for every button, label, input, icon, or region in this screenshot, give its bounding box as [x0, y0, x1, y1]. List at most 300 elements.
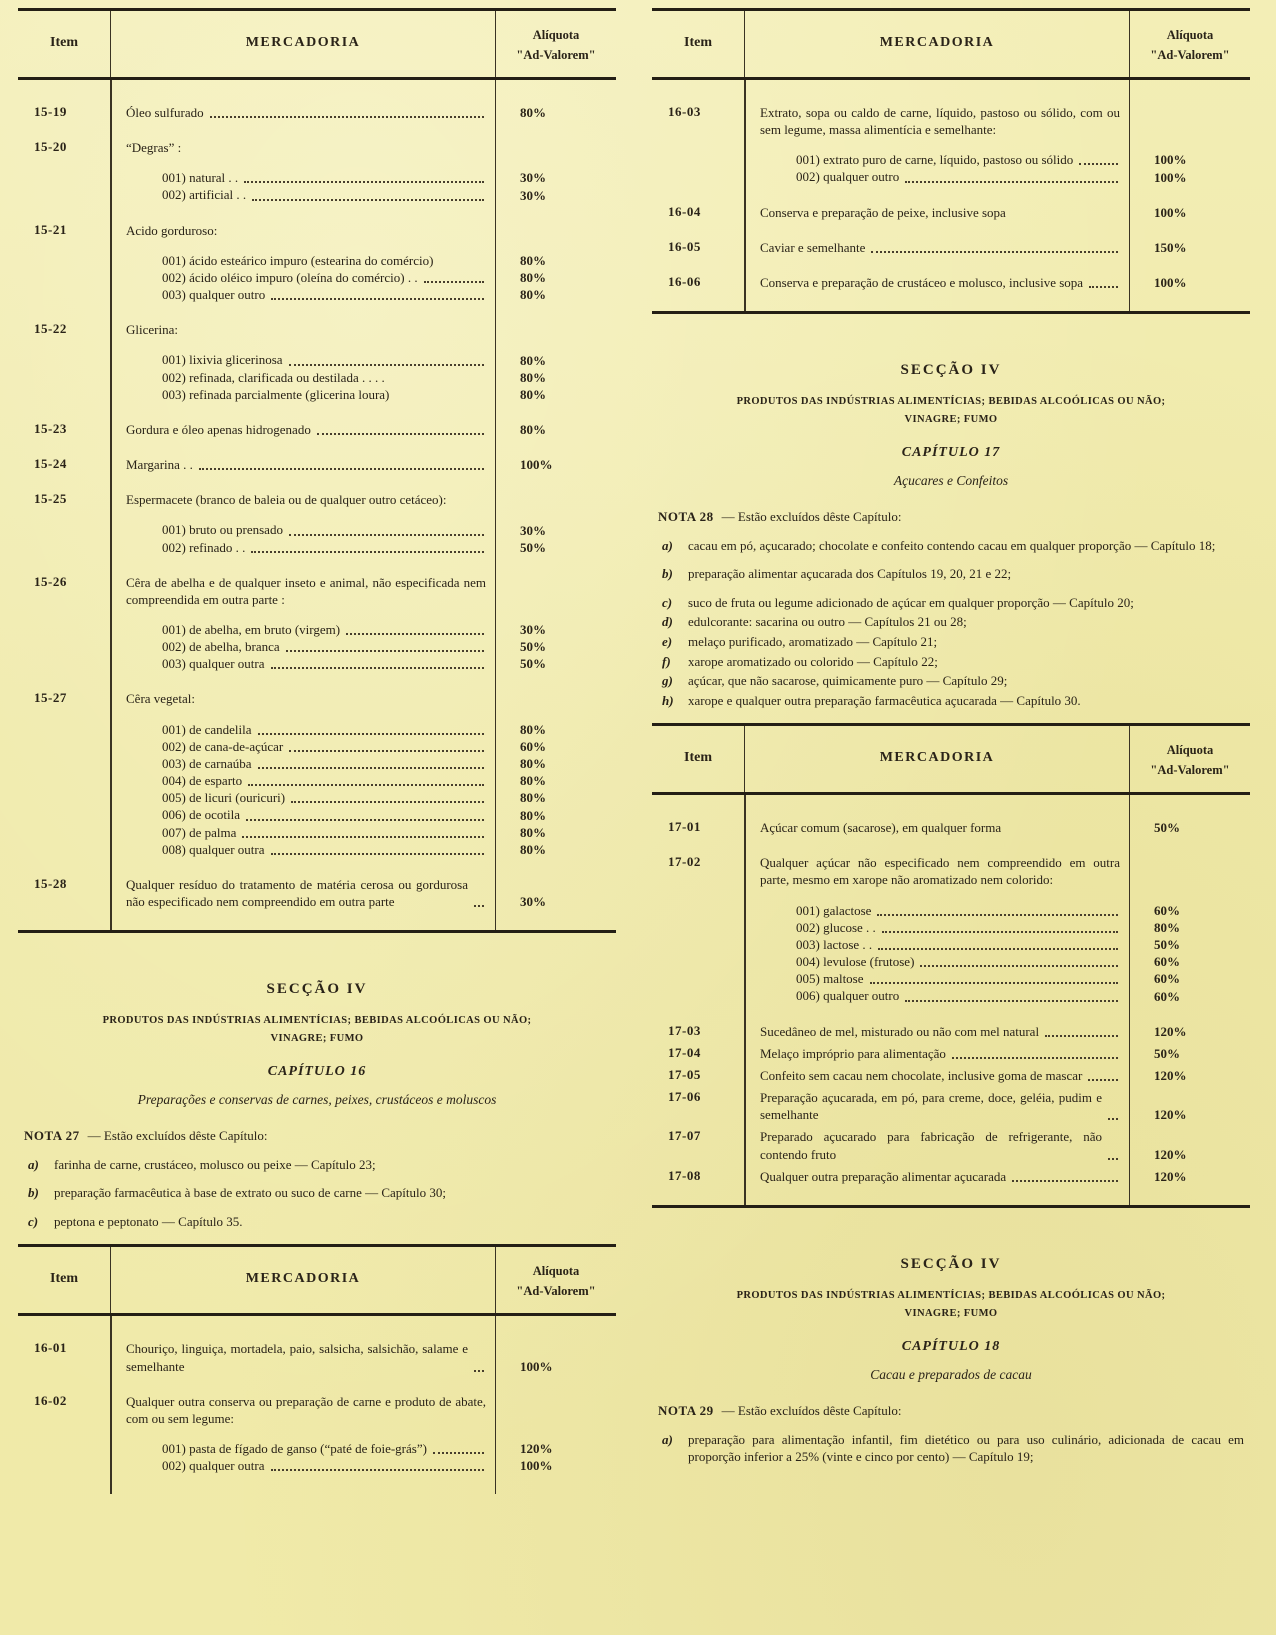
rate-value: 60% [1154, 954, 1180, 970]
item-code-cell: 17-01 [668, 819, 701, 835]
mercadoria-text: 003) qualquer outra [162, 656, 265, 672]
rate-value: 80% [520, 790, 546, 806]
mercadoria-text: 003) refinada parcialmente (glicerina loura) [162, 386, 390, 402]
note-text: edulcorante: sacarina ou outro — Capítulos 21 ou 28; [688, 614, 967, 630]
item-code-cell: 16-04 [668, 203, 701, 219]
mercadoria-cell [110, 139, 496, 156]
table-row-line [18, 456, 616, 473]
note-letter: c) [662, 594, 673, 610]
mercadoria-cell [110, 456, 496, 473]
column-header-item: Item [50, 1271, 78, 1287]
item-code-cell: 17-06 [668, 1089, 701, 1105]
table-row-line [18, 169, 616, 186]
item-code-cell [652, 168, 744, 185]
chapter-heading: CAPÍTULO 16 [267, 1063, 367, 1079]
mercadoria-text: Qualquer outra preparação alimentar açucarada [760, 1168, 1007, 1184]
rate-cell [496, 222, 616, 239]
item-code-cell [18, 721, 110, 738]
section-block [652, 340, 1250, 723]
table-row-line [652, 104, 1250, 138]
dot-leader [244, 181, 484, 183]
rate-value: 120% [1154, 1107, 1187, 1123]
rate-value: 60% [520, 738, 546, 754]
table-header [652, 8, 1250, 80]
rate-value: 80% [520, 824, 546, 840]
rate-value: 30% [520, 894, 546, 910]
aliquota-label-line1: Alíquota [532, 28, 580, 42]
mercadoria-text: 002) artificial . . [162, 187, 247, 203]
item-code-cell [18, 621, 110, 638]
mercadoria-text: Açúcar comum (sacarose), em qualquer forma [760, 820, 1002, 836]
rate-value: 50% [520, 639, 546, 655]
mercadoria-cell [110, 574, 496, 608]
dot-leader [248, 784, 484, 786]
item-code-cell: 17-07 [668, 1128, 701, 1144]
mercadoria-text: 002) de cana-de-açúcar [162, 738, 284, 754]
table-row-line [18, 104, 616, 121]
column-header-item: Item [684, 35, 712, 50]
column-header-aliquota [1130, 726, 1250, 792]
rate-cell [1130, 919, 1250, 936]
rate-value: 80% [520, 773, 546, 789]
table-header [18, 8, 616, 80]
item-code-cell [18, 824, 110, 841]
rate-cell [496, 1440, 616, 1457]
rate-cell [496, 269, 616, 286]
note-letter: g) [662, 673, 673, 689]
rate-cell [496, 186, 616, 203]
rate-cell [496, 252, 616, 269]
mercadoria-cell [110, 806, 496, 823]
dot-leader [474, 905, 484, 907]
dot-leader [1108, 1118, 1118, 1120]
rate-value: 50% [1154, 1045, 1180, 1061]
dot-leader [952, 1057, 1118, 1059]
rate-cell [496, 421, 616, 438]
table-row-line [18, 321, 616, 338]
item-code-cell [18, 386, 110, 403]
mercadoria-cell [110, 638, 496, 655]
table-row-line [18, 521, 616, 538]
table-row-line [18, 738, 616, 755]
rate-value: 60% [1154, 971, 1180, 987]
mercadoria-cell [110, 690, 496, 707]
item-code-cell [18, 1440, 110, 1457]
rate-cell [496, 574, 616, 608]
item-code-cell [18, 841, 110, 858]
rate-value: 80% [520, 807, 546, 823]
table-row-line [18, 286, 616, 303]
mercadoria-text: 001) ácido esteárico impuro (estearina do comércio) [162, 252, 434, 268]
rate-cell [1130, 204, 1250, 221]
note-text: farinha de carne, crustáceo, molusco ou peixe — Capítulo 23; [54, 1156, 376, 1172]
dot-leader [424, 281, 484, 283]
note-list [658, 537, 1244, 709]
dot-leader [882, 931, 1118, 933]
rate-value: 80% [520, 369, 546, 385]
rate-value: 60% [1154, 988, 1180, 1004]
rate-value: 120% [1154, 1023, 1187, 1039]
aliquota-label-line2: "Ad-Valorem" [516, 48, 596, 62]
item-code-cell [18, 369, 110, 386]
mercadoria-text: Sucedâneo de mel, misturado ou não com mel natural [760, 1023, 1040, 1039]
rate-cell [496, 772, 616, 789]
rate-cell [496, 139, 616, 156]
table-row-line [18, 1393, 616, 1427]
mercadoria-cell [110, 269, 496, 286]
mercadoria-text: Glicerina: [126, 322, 178, 338]
rate-cell [1130, 953, 1250, 970]
table-header [18, 1244, 616, 1316]
rate-cell [1130, 1168, 1250, 1185]
mercadoria-text: Caviar e semelhante [760, 239, 866, 255]
mercadoria-cell [110, 876, 496, 910]
item-code-cell [18, 655, 110, 672]
column-header-aliquota [1130, 11, 1250, 77]
item-code-cell: 17-04 [668, 1044, 701, 1060]
mercadoria-cell [744, 854, 1130, 888]
column-header-mercadoria: MERCADORIA [744, 11, 1130, 77]
section-products [24, 1012, 610, 1048]
dot-leader [1079, 163, 1118, 165]
rate-cell [1130, 1023, 1250, 1040]
mercadoria-cell [110, 621, 496, 638]
dot-leader [291, 801, 484, 803]
table-row-line [18, 574, 616, 608]
item-code-cell [18, 755, 110, 772]
rate-cell [496, 690, 616, 707]
table-row-line [18, 772, 616, 789]
rate-value: 80% [520, 105, 546, 121]
note-text: xarope e qualquer outra preparação farmacêutica açucarada — Capítulo 30. [688, 692, 1081, 708]
table-body [652, 80, 1250, 314]
mercadoria-text: 001) lixivia glicerinosa [162, 352, 283, 368]
mercadoria-text: Acido gorduroso: [126, 222, 218, 238]
table-row-line [18, 690, 616, 707]
rate-cell [496, 755, 616, 772]
mercadoria-text: 005) de licuri (ouricuri) [162, 790, 286, 806]
mercadoria-text: 001) de candelila [162, 721, 252, 737]
dot-leader [258, 733, 484, 735]
rate-value: 30% [520, 622, 546, 638]
table-row-line [18, 139, 616, 156]
note-text: suco de fruta ou legume adicionado de açúcar em qualquer proporção — Capítulo 20; [688, 594, 1134, 610]
table-row-line [18, 386, 616, 403]
mercadoria-cell [110, 286, 496, 303]
rate-value: 50% [520, 539, 546, 555]
note-text: cacau em pó, açucarado; chocolate e confeito contendo cacau em qualquer proporção — Capítulo 18; [688, 537, 1216, 553]
note-item [658, 594, 1244, 612]
table-row-line [18, 621, 616, 638]
item-code-cell [652, 970, 744, 987]
item-code-cell [18, 806, 110, 823]
table-row-line [652, 168, 1250, 185]
rate-cell [496, 521, 616, 538]
rate-cell [496, 621, 616, 638]
rate-cell [496, 1393, 616, 1427]
aliquota-label-line2: "Ad-Valorem" [1150, 48, 1230, 62]
mercadoria-text: 001) extrato puro de carne, líquido, pastoso ou sólido [796, 152, 1074, 168]
mercadoria-cell [110, 369, 496, 386]
note-text: preparação para alimentação infantil, fim dietético ou para uso culinário, adicionada de cacau em proporção inferior a 25% (vinte e cinco por cento) — Capítulo 19; [688, 1431, 1244, 1465]
note-list [24, 1156, 610, 1231]
mercadoria-text: 002) refinada, clarificada ou destilada . . . . [162, 369, 385, 385]
note-rest: — Estão excluídos dêste Capítulo: [87, 1127, 268, 1143]
table-row-line [18, 789, 616, 806]
mercadoria-text: 005) maltose [796, 971, 864, 987]
note-letter: h) [662, 692, 674, 708]
note-heading [24, 1128, 610, 1144]
dot-leader [252, 199, 484, 201]
rate-value: 80% [520, 352, 546, 368]
mercadoria-text: Gordura e óleo apenas hidrogenado [126, 421, 311, 437]
dot-leader [271, 853, 484, 855]
mercadoria-cell [110, 222, 496, 239]
table-row-line [652, 239, 1250, 256]
section-products [658, 393, 1244, 429]
note-item [658, 537, 1244, 555]
mercadoria-text: Qualquer resíduo do tratamento de matéria cerosa ou gordurosa não especificado nem compreendido em outra parte [126, 876, 468, 909]
item-code-cell: 16-05 [668, 238, 701, 254]
note-item [24, 1184, 610, 1202]
mercadoria-text: 001) de abelha, em bruto (virgem) [162, 621, 341, 637]
section-products-line2: VINAGRE; FUMO [904, 413, 998, 425]
table-row-line [18, 841, 616, 858]
rate-cell [1130, 168, 1250, 185]
mercadoria-text: 001) galactose [796, 902, 872, 918]
table-row-line [652, 819, 1250, 836]
mercadoria-text: 002) refinado . . [162, 539, 246, 555]
table-row-line [652, 902, 1250, 919]
note-rest: — Estão excluídos dêste Capítulo: [721, 508, 902, 524]
dot-leader [242, 836, 484, 838]
rate-cell [496, 286, 616, 303]
rate-cell [496, 876, 616, 910]
table-row-line [18, 421, 616, 438]
rate-value: 80% [520, 422, 546, 438]
section-block [652, 1234, 1250, 1480]
note-item [24, 1156, 610, 1174]
rate-value: 30% [520, 170, 546, 186]
table-row-line [18, 824, 616, 841]
rate-value: 80% [520, 841, 546, 857]
item-code-cell: 15-21 [34, 221, 67, 237]
mercadoria-cell [110, 521, 496, 538]
rate-cell [496, 169, 616, 186]
note-heading [658, 509, 1244, 525]
note-letter: a) [28, 1156, 39, 1172]
dot-leader [289, 534, 484, 536]
item-code-cell [18, 169, 110, 186]
table-row-line [18, 1457, 616, 1474]
mercadoria-cell [744, 902, 1130, 919]
note-letter: b) [662, 566, 673, 582]
mercadoria-text: 004) levulose (frutose) [796, 954, 915, 970]
dot-leader [878, 948, 1118, 950]
rate-cell [496, 721, 616, 738]
dot-leader [346, 633, 484, 635]
table-row-line [18, 655, 616, 672]
note-item [658, 1431, 1244, 1466]
mercadoria-text: Espermacete (branco de baleia ou de qualquer outro cetáceo): [126, 492, 447, 508]
mercadoria-text: 003) qualquer outro [162, 287, 266, 303]
item-code-cell: 15-28 [34, 875, 67, 891]
dot-leader [871, 251, 1118, 253]
table-row-line [652, 1128, 1250, 1162]
item-code-cell [652, 151, 744, 168]
aliquota-label-line1: Alíquota [1166, 28, 1214, 42]
rate-cell [1130, 1128, 1250, 1162]
mercadoria-text: 003) de carnaúba [162, 755, 252, 771]
item-code-cell [18, 269, 110, 286]
mercadoria-cell [744, 274, 1130, 291]
mercadoria-text: 006) de ocotila [162, 807, 240, 823]
table-row-line [18, 186, 616, 203]
mercadoria-cell [744, 1128, 1130, 1162]
note-letter: e) [662, 633, 673, 649]
column-left [18, 8, 616, 1520]
mercadoria-cell [110, 386, 496, 403]
rate-cell [1130, 151, 1250, 168]
item-code-cell: 17-08 [668, 1167, 701, 1183]
rate-cell [496, 539, 616, 556]
mercadoria-text: Qualquer açúcar não especificado nem compreendido em outra parte, mesmo em xarope não aromatizado nem colorido: [760, 855, 1120, 888]
rate-cell [496, 806, 616, 823]
section-title: SECÇÃO IV [266, 981, 368, 998]
mercadoria-text: 001) pasta de fígado de ganso (“paté de foie-grás”) [162, 1441, 427, 1457]
chapter-title: Preparações e conservas de carnes, peixes, crustáceos e moluscos [137, 1091, 497, 1107]
rate-cell [1130, 1045, 1250, 1062]
column-header-item: Item [50, 35, 78, 50]
item-code-cell [18, 738, 110, 755]
item-code-cell: 16-01 [34, 1340, 67, 1356]
dot-leader [271, 667, 484, 669]
mercadoria-text: 007) de palma [162, 824, 237, 840]
item-code-cell [18, 539, 110, 556]
section-products [658, 1287, 1244, 1323]
item-code-cell [18, 772, 110, 789]
aliquota-label-line1: Alíquota [1166, 743, 1214, 758]
column-right [652, 8, 1250, 1520]
aliquota-label-line1: Alíquota [532, 1264, 580, 1279]
table-row-line [18, 1440, 616, 1457]
note-letter: a) [662, 537, 673, 553]
rate-value: 150% [1154, 239, 1187, 255]
item-code-cell [652, 936, 744, 953]
rate-cell [496, 738, 616, 755]
mercadoria-cell [110, 1340, 496, 1374]
mercadoria-cell [744, 204, 1130, 221]
note-item [658, 653, 1244, 671]
table-row-line [652, 1089, 1250, 1123]
dot-leader [286, 650, 484, 652]
mercadoria-cell [110, 824, 496, 841]
dot-leader [317, 433, 484, 435]
item-code-cell [652, 987, 744, 1004]
column-header-mercadoria: MERCADORIA [744, 726, 1130, 792]
note-text: melaço purificado, aromatizado — Capítulo 21; [688, 633, 938, 649]
table-row-line [18, 252, 616, 269]
table-row-line [652, 151, 1250, 168]
rate-cell [1130, 239, 1250, 256]
dot-leader [1012, 1180, 1118, 1182]
item-code-cell: 16-03 [668, 104, 701, 119]
item-code-cell: 16-02 [34, 1392, 67, 1408]
column-header-mercadoria: MERCADORIA [110, 1247, 496, 1313]
note-text: preparação alimentar açucarada dos Capítulos 19, 20, 21 e 22; [688, 566, 1012, 582]
note-text: xarope aromatizado ou colorido — Capítulo 22; [688, 653, 938, 669]
rate-value: 100% [1154, 169, 1187, 185]
note-letter: a) [662, 1431, 673, 1447]
item-code-cell [18, 351, 110, 368]
dot-leader [1089, 286, 1118, 288]
mercadoria-cell [110, 104, 496, 121]
rate-cell [496, 1457, 616, 1474]
table-row-line [18, 491, 616, 508]
mercadoria-text: Cêra vegetal: [126, 691, 195, 707]
rate-value: 100% [520, 1458, 553, 1474]
mercadoria-cell [110, 491, 496, 508]
section-title: SECÇÃO IV [900, 362, 1002, 379]
rate-cell [1130, 987, 1250, 1004]
mercadoria-text: 002) de abelha, branca [162, 639, 280, 655]
rate-cell [496, 351, 616, 368]
section-products-line1: PRODUTOS DAS INDÚSTRIAS ALIMENTÍCIAS; BEBIDAS ALCOÓLICAS OU NÃO; [102, 1015, 532, 1027]
table-body [652, 795, 1250, 1208]
item-code-cell: 15-24 [34, 456, 67, 472]
note-letter: f) [662, 653, 671, 669]
item-code-cell [18, 789, 110, 806]
mercadoria-cell [744, 953, 1130, 970]
item-code-cell: 17-03 [668, 1022, 701, 1038]
rate-cell [496, 386, 616, 403]
mercadoria-text: Preparado açucarado para fabricação de refrigerante, não contendo fruto [760, 1129, 1102, 1162]
rate-value: 50% [1154, 820, 1180, 836]
item-code-cell [18, 1457, 110, 1474]
mercadoria-cell [110, 539, 496, 556]
note-item [658, 692, 1244, 710]
dot-leader [251, 551, 484, 553]
rate-value: 60% [1154, 902, 1180, 918]
rate-cell [496, 638, 616, 655]
section-products-line1: PRODUTOS DAS INDÚSTRIAS ALIMENTÍCIAS; BEBIDAS ALCOÓLICAS OU NÃO; [736, 396, 1166, 408]
mercadoria-cell [744, 987, 1130, 1004]
note-letter: b) [28, 1185, 39, 1201]
item-code-cell: 15-25 [34, 491, 67, 507]
mercadoria-text: Óleo sulfurado [126, 105, 204, 120]
mercadoria-text: Cêra de abelha e de qualquer inseto e animal, não especificada nem compreendida em outra parte : [126, 574, 486, 607]
mercadoria-cell [744, 239, 1130, 256]
table-row-line [18, 222, 616, 239]
mercadoria-text: Melaço impróprio para alimentação [760, 1045, 946, 1061]
mercadoria-text: 003) lactose . . [796, 936, 873, 952]
mercadoria-text: 006) qualquer outro [796, 988, 900, 1004]
rate-cell [496, 841, 616, 858]
mercadoria-cell [110, 1457, 496, 1474]
mercadoria-text: Conserva e preparação de crustáceo e molusco, inclusive sopa [760, 274, 1084, 290]
item-code-cell [652, 919, 744, 936]
dot-leader [920, 965, 1118, 967]
rate-value: 100% [1154, 152, 1187, 168]
note-text: preparação farmacêutica à base de extrato ou suco de carne — Capítulo 30; [54, 1185, 446, 1201]
dot-leader [905, 181, 1118, 183]
rate-value: 120% [520, 1441, 553, 1457]
item-code-cell: 17-05 [668, 1066, 701, 1082]
mercadoria-text: 001) natural . . [162, 170, 239, 186]
table-row-line [18, 1340, 616, 1374]
mercadoria-cell [110, 421, 496, 438]
rate-value: 30% [520, 187, 546, 203]
